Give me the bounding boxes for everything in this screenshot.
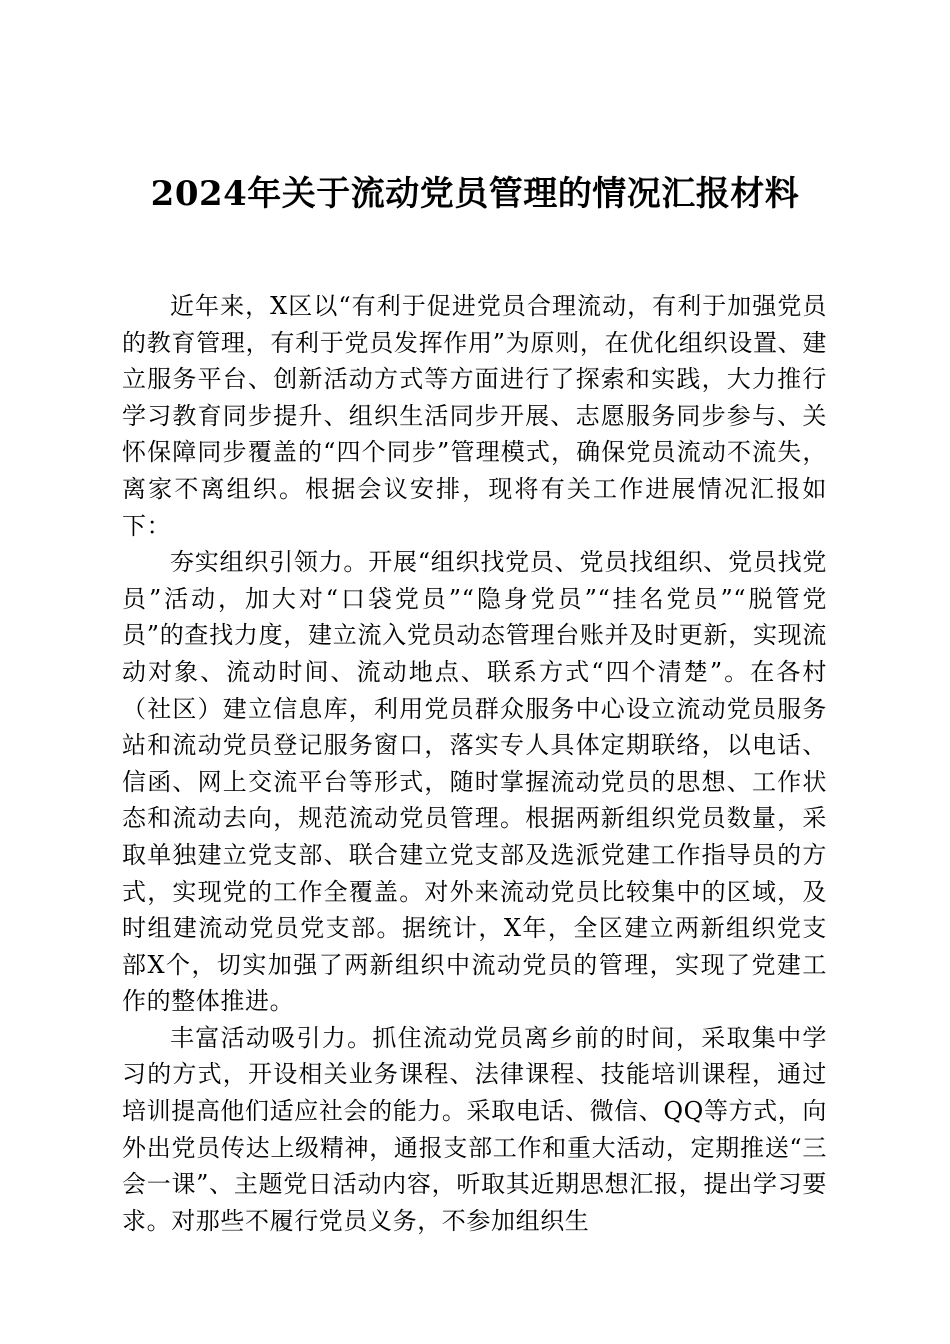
document-title: 2024年关于流动党员管理的情况汇报材料 — [150, 174, 800, 214]
document-body — [122, 288, 827, 1239]
paragraph-activities: 丰富活动吸引力。抓住流动党员离乡前的时间，采取集中学习的方式，开设相关业务课程、法律课程、技能培训课程，通过培训提高他们适应社会的能力。采取电话、微信、QQ等方式，向外出党员传达上级精神，通报支部工作和重大活动，定期推送“三会一课”、主题党日活动内容，听取其近期思想汇报，提出学习要求。对那些不履行党员义务，不参加组织生 — [122, 1023, 827, 1235]
paragraph-organization: 夯实组织引领力。开展“组织找党员、党员找组织、党员找党员”活动，加大对“口袋党员”“隐身党员”“挂名党员”“脱管党员”的查找力度，建立流入党员动态管理台账并及时更新，实现流动对象、流动时间、流动地点、联系方式“四个清楚”。在各村（社区）建立信息库，利用党员群众服务中心设立流动党员服务站和流动党员登记服务窗口，落实专人具体定期联络，以电话、信函、网上交流平台等形式，随时掌握流动党员的思想、工作状态和流动去向，规范流动党员管理。根据两新组织党员数量，采取单独建立党支部、联合建立党支部及选派党建工作指导员的方式，实现党的工作全覆盖。对外来流动党员比较集中的区域，及时组建流动党员党支部。据统计，X年，全区建立两新组织党支部X个，切实加强了两新组织中流动党员的管理，实现了党建工作的整体推进。 — [122, 548, 827, 1016]
paragraph-intro: 近年来，X区以“有利于促进党员合理流动，有利于加强党员的教育管理，有利于党员发挥作用”为原则，在优化组织设置、建立服务平台、创新活动方式等方面进行了探索和实践，大力推行学习教育同步提升、组织生活同步开展、志愿服务同步参与、关怀保障同步覆盖的“四个同步”管理模式，确保党员流动不流失，离家不离组织。根据会议安排，现将有关工作进展情况汇报如下： — [122, 292, 827, 540]
